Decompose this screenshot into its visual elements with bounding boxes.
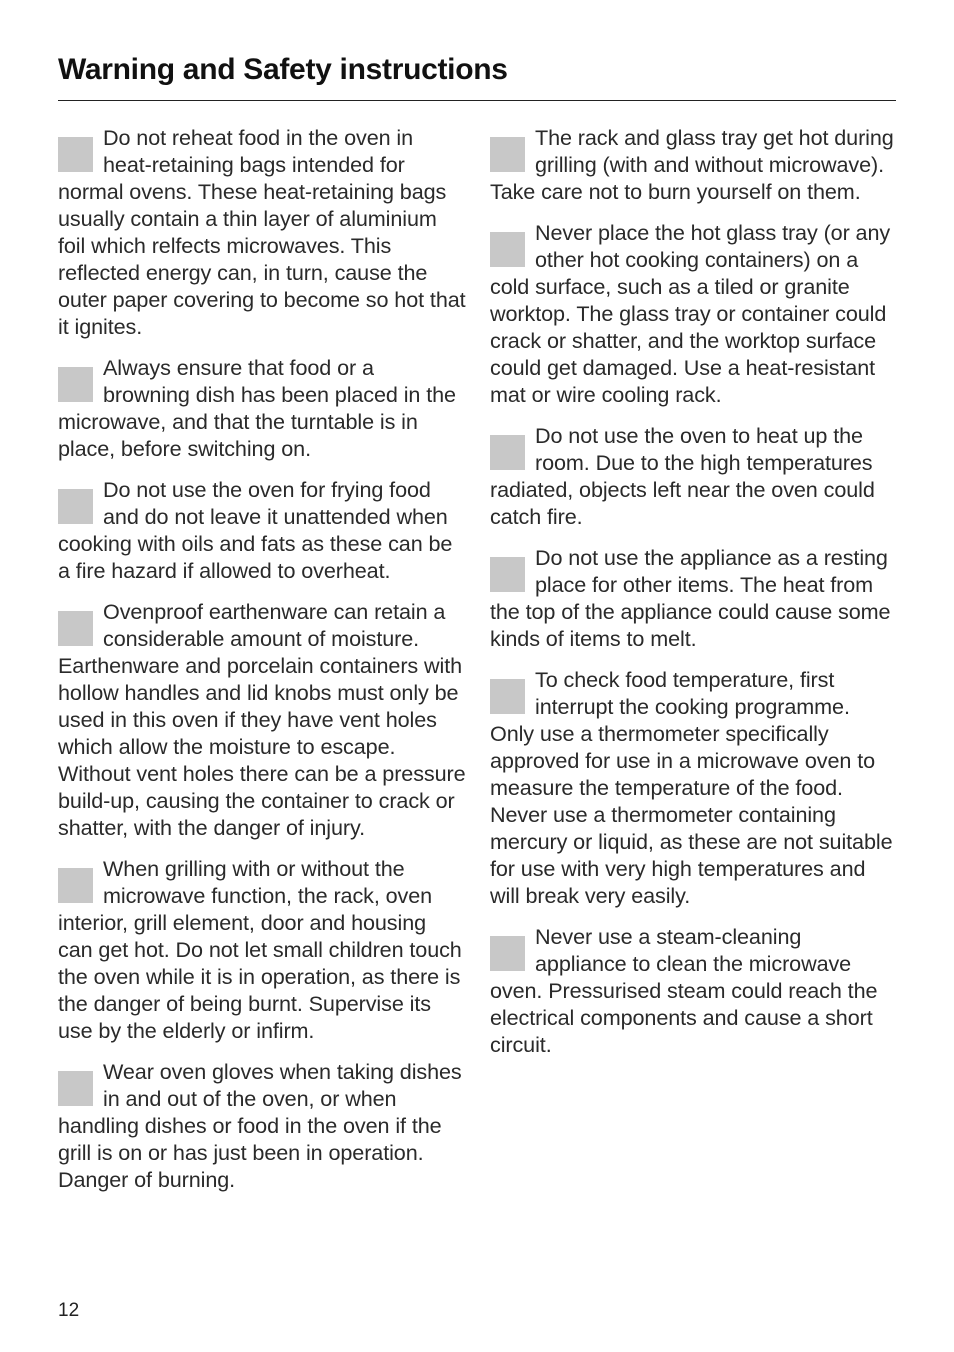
warning-marker-icon (58, 868, 93, 903)
safety-item (490, 923, 898, 1058)
safety-item (58, 1058, 466, 1193)
safety-item (490, 124, 898, 205)
warning-marker-icon (490, 936, 525, 971)
warning-marker-icon (58, 137, 93, 172)
safety-item-text: Never use a steam-cleaning appliance to clean the microwave oven. Pressurised steam could reach the electrical components and cause a short circuit. (490, 924, 878, 1057)
left-column (58, 124, 466, 1207)
warning-marker-icon (58, 367, 93, 402)
safety-item (58, 598, 466, 841)
safety-item (490, 666, 898, 909)
safety-item-text: Never place the hot glass tray (or any other hot cooking containers) on a cold surface, such as a tiled or granite worktop. The glass tray or container could crack or shatter, and the worktop surface could get damaged. Use a heat-resistant mat or wire cooling rack. (490, 220, 891, 407)
warning-marker-icon (490, 679, 525, 714)
safety-item-text: Do not reheat food in the oven in heat-retaining bags intended for normal ovens. These heat-retaining bags usually contain a thin layer of aluminium foil which relfects microwaves. This reflected energy can, in turn, cause the outer paper covering to become so hot that it ignites. (58, 125, 466, 339)
safety-item-text: Wear oven gloves when taking dishes in and out of the oven, or when handling dishes or food in the oven if the grill is on or has just been in operation. Danger of burning. (58, 1059, 462, 1192)
safety-item-text: When grilling with or without the microwave function, the rack, oven interior, grill element, door and housing can get hot. Do not let small children touch the oven while it is in operation, as there is the danger of being burnt. Supervise its use by the elderly or infirm. (58, 856, 462, 1043)
safety-item-text: Do not use the oven for frying food and do not leave it unattended when cooking with oils and fats as these can be a fire hazard if allowed to overheat. (58, 477, 453, 583)
safety-item-text: To check food temperature, first interrupt the cooking programme. Only use a thermometer specifically approved for use in a microwave oven to measure the temperature of the food. Never use a thermometer containing mercury or liquid, as these are not suitable for use with very high temperatures and will break very easily. (490, 667, 893, 908)
right-column (490, 124, 898, 1072)
page-title: Warning and Safety instructions (58, 53, 508, 86)
safety-item-text: The rack and glass tray get hot during grilling (with and without microwave). Take care not to burn yourself on them. (490, 125, 894, 204)
warning-marker-icon (490, 232, 525, 267)
safety-item (490, 422, 898, 530)
warning-marker-icon (490, 137, 525, 172)
warning-marker-icon (58, 1071, 93, 1106)
warning-marker-icon (58, 611, 93, 646)
title-divider (58, 100, 896, 101)
safety-item-text: Always ensure that food or a browning dish has been placed in the microwave, and that the turntable is in place, before switching on. (58, 355, 456, 461)
safety-item-text: Do not use the appliance as a resting place for other items. The heat from the top of the appliance could cause some kinds of items to melt. (490, 545, 891, 651)
warning-marker-icon (58, 489, 93, 524)
safety-item-text: Ovenproof earthenware can retain a considerable amount of moisture. Earthenware and porcelain containers with hollow handles and lid knobs must only be used in this oven if they have vent holes which allow the moisture to escape. Without vent holes there can be a pressure build-up, causing the container to crack or shatter, with the danger of injury. (58, 599, 466, 840)
warning-marker-icon (490, 435, 525, 470)
warning-marker-icon (490, 557, 525, 592)
safety-item-text: Do not use the oven to heat up the room. Due to the high temperatures radiated, objects left near the oven could catch fire. (490, 423, 875, 529)
safety-item (490, 219, 898, 408)
safety-item (58, 476, 466, 584)
safety-item (490, 544, 898, 652)
safety-item (58, 855, 466, 1044)
page-number: 12 (58, 1300, 80, 1321)
safety-item (58, 354, 466, 462)
safety-item (58, 124, 466, 340)
